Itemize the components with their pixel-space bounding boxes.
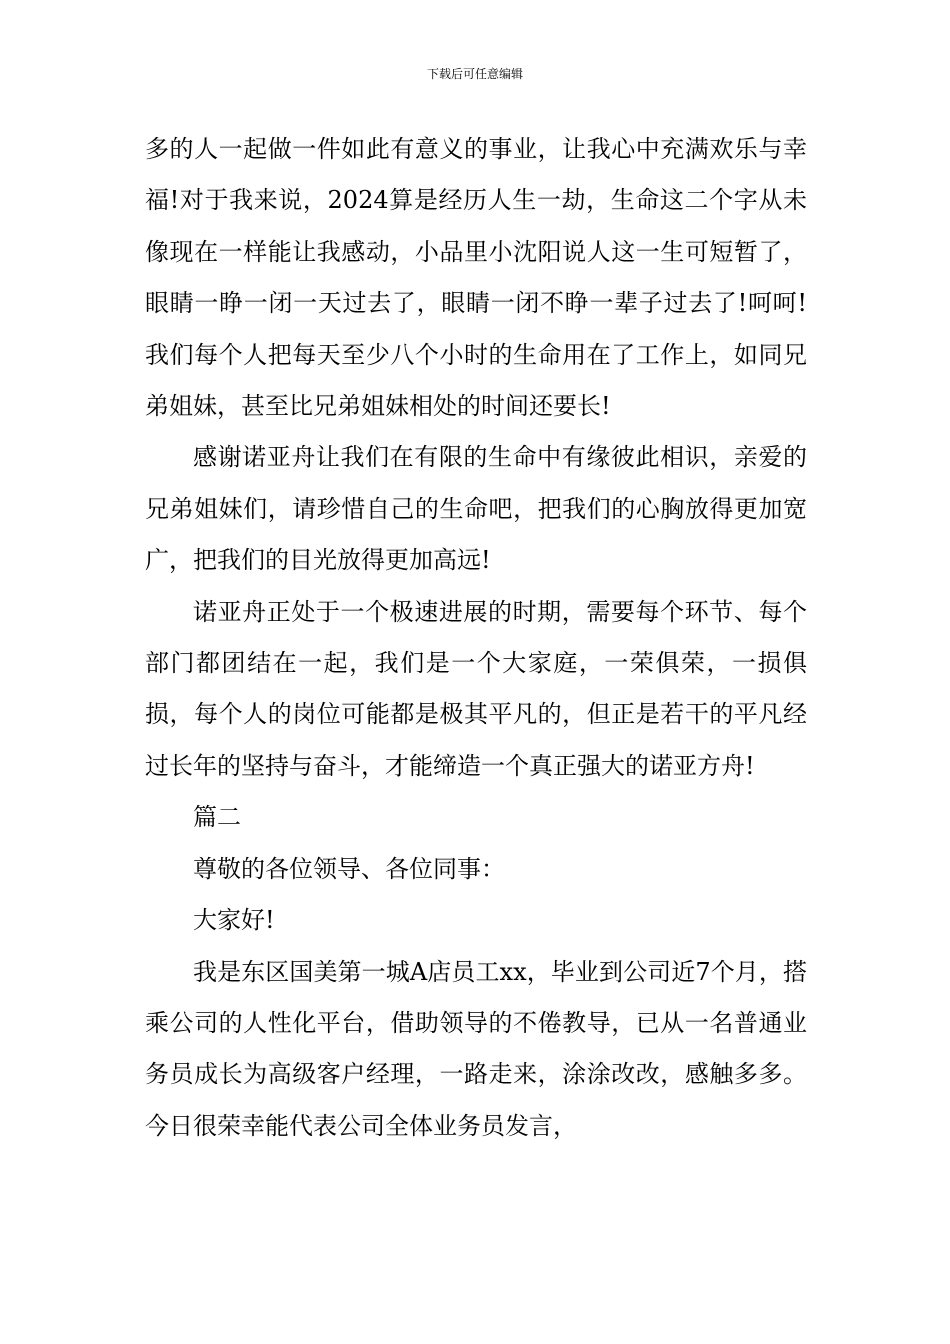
salutation: 尊敬的各位领导、各位同事：	[193, 854, 505, 883]
document-body	[145, 124, 807, 1152]
greeting: 大家好!	[193, 906, 275, 935]
paragraph-1: 多的人一起做一件如此有意义的事业，让我心中充满欢乐与幸福!对于我来说，2024算是经历人生一劫，生命这二个字从未像现在一样能让我感动，小品里小沈阳说人这一生可短暂了，眼睛一睁一闭一天过去了，眼睛一闭不睁一辈子过去了!呵呵!我们每个人把每天至少八个小时的生命用在了工作上，如同兄弟姐妹，甚至比兄弟姐妹相处的时间还要长!	[145, 135, 807, 421]
paragraph-4: 我是东区国美第一城A店员工xx，毕业到公司近7个月，搭乘公司的人性化平台，借助领导的不倦教导，已从一名普通业务员成长为高级客户经理，一路走来，涂涂改改，感触多多。今日很荣幸能代表公司全体业务员发言，	[145, 957, 807, 1140]
section-heading: 篇二	[193, 803, 241, 832]
page-header-note: 下载后可任意编辑	[426, 67, 523, 81]
paragraph-2: 感谢诺亚舟让我们在有限的生命中有缘彼此相识，亲爱的兄弟姐妹们，请珍惜自己的生命吧，把我们的心胸放得更加宽广，把我们的目光放得更加高远!	[145, 443, 807, 575]
paragraph-3: 诺亚舟正处于一个极速进展的时期，需要每个环节、每个部门都团结在一起，我们是一个大家庭，一荣俱荣，一损俱损，每个人的岗位可能都是极其平凡的，但正是若干的平凡经过长年的坚持与奋斗，才能缔造一个真正强大的诺亚方舟!	[145, 597, 807, 780]
